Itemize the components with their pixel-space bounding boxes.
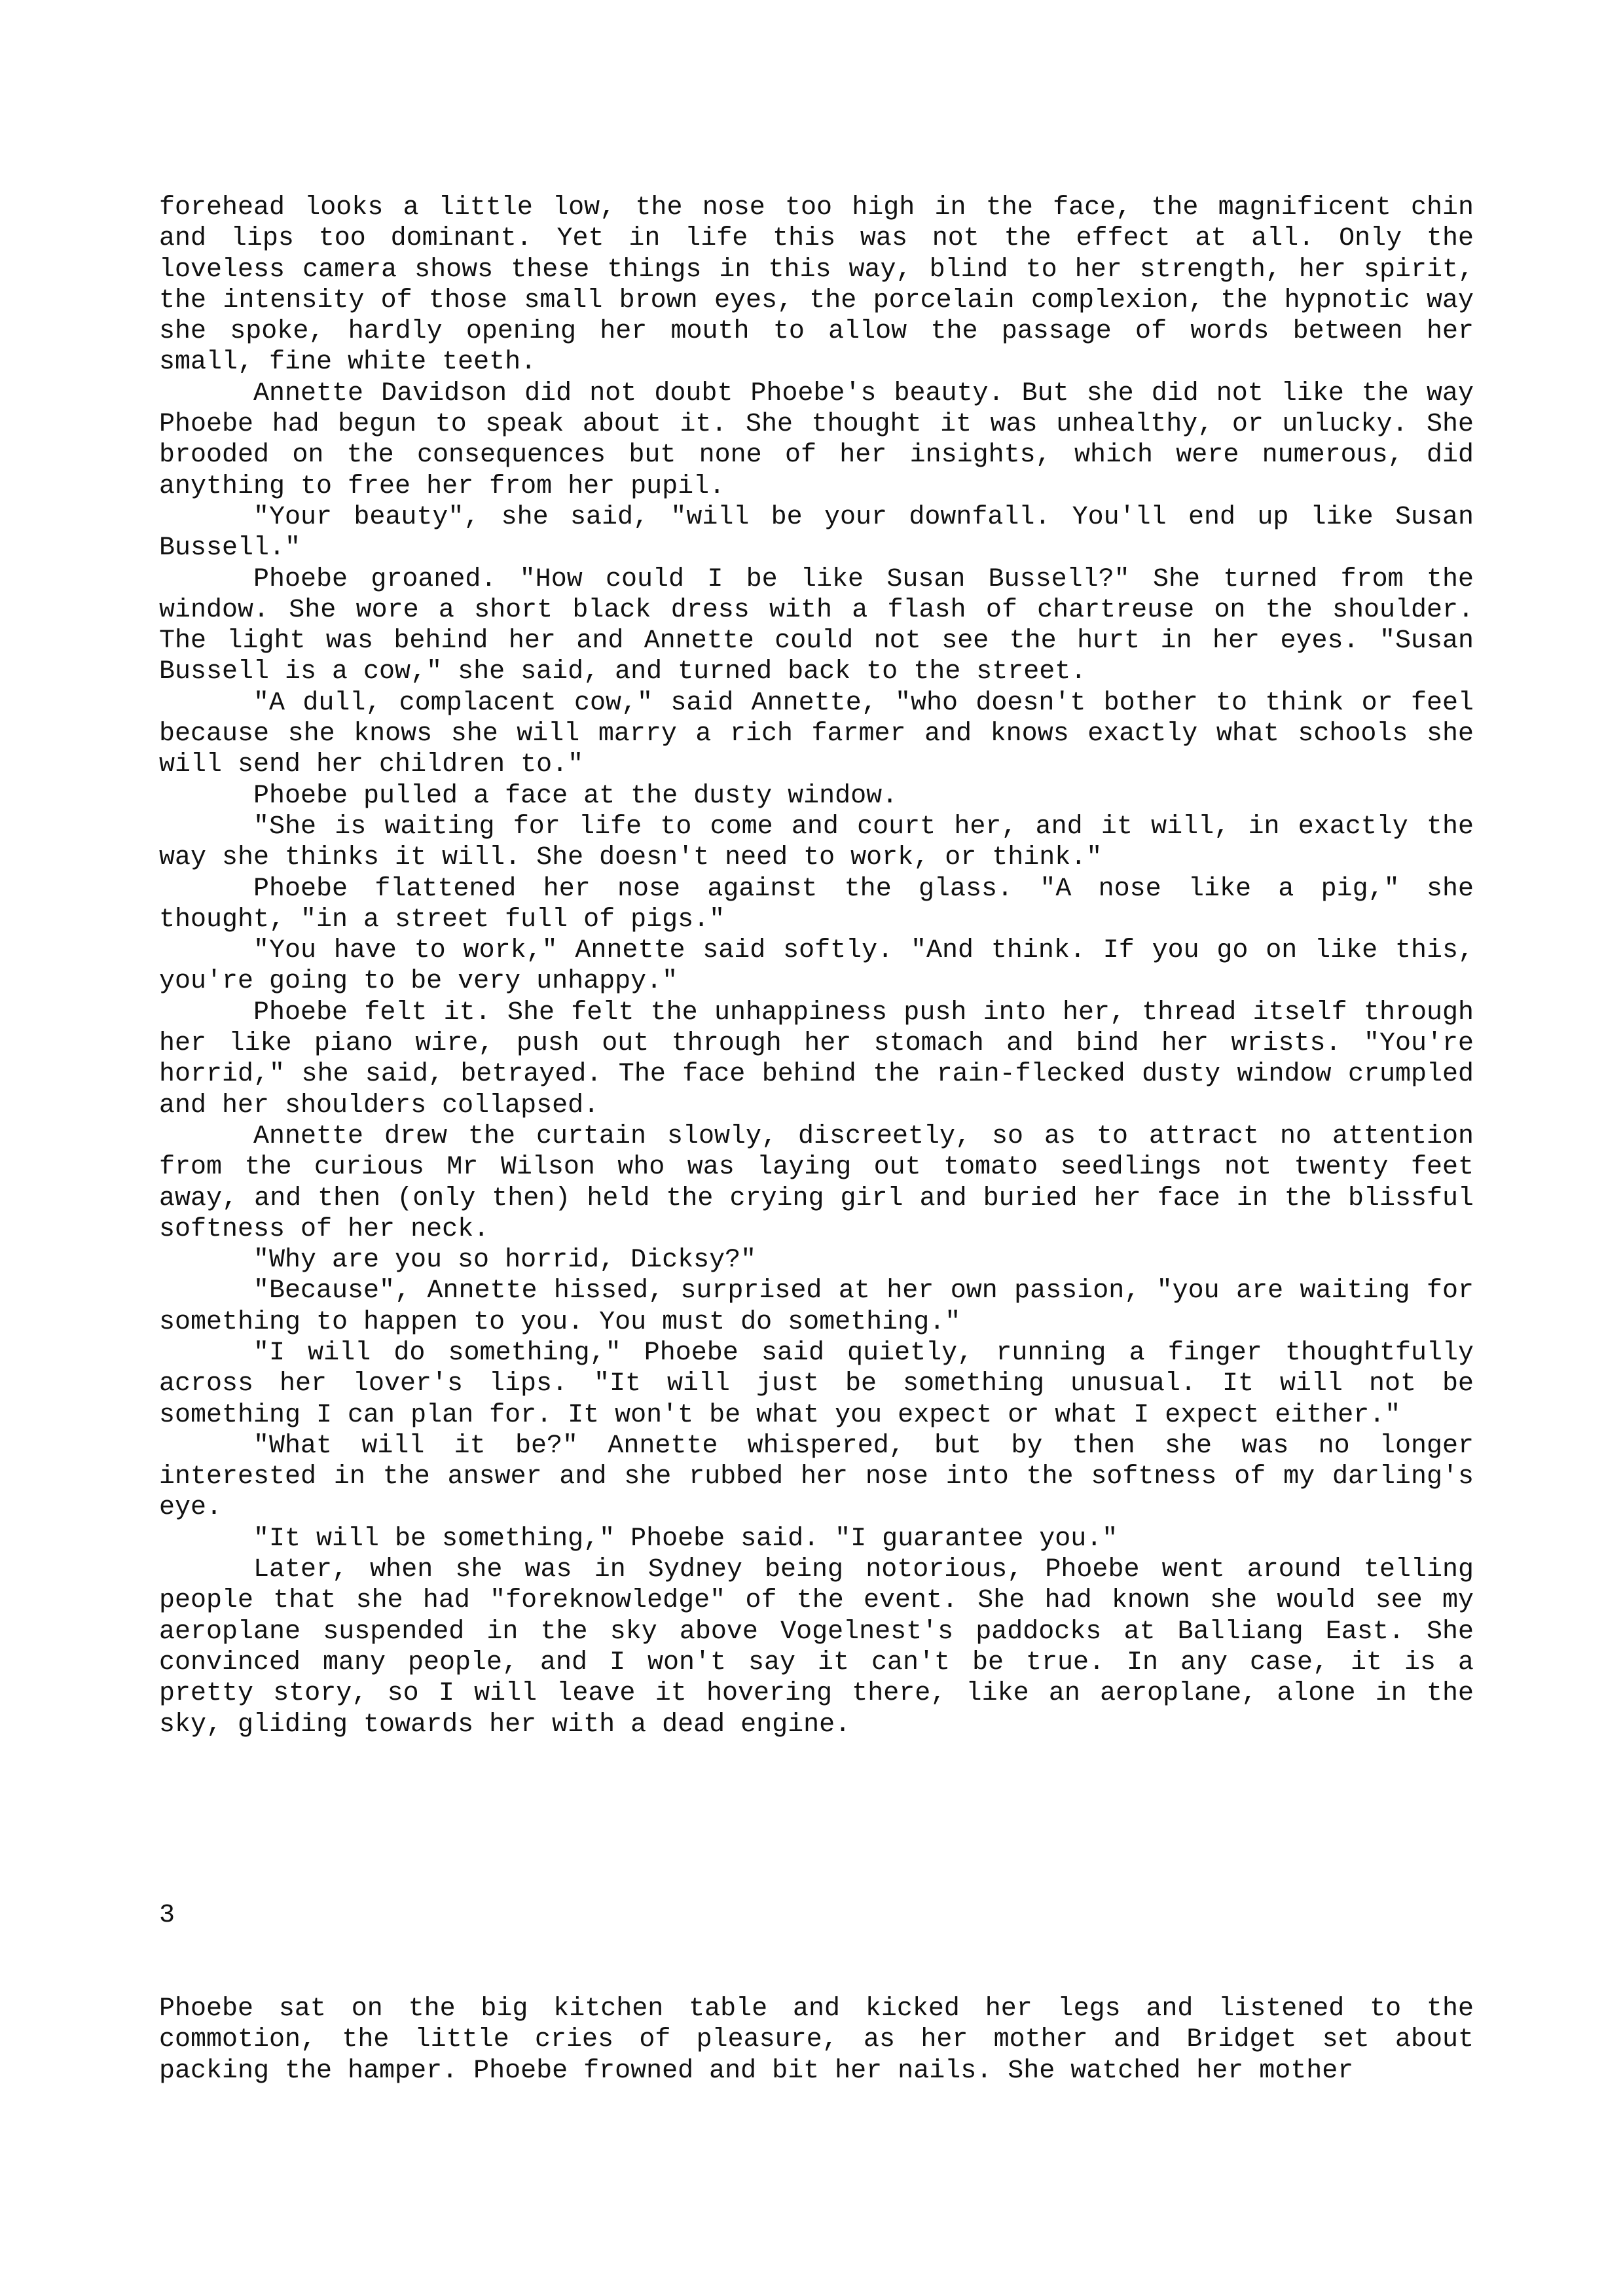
paragraph: Annette drew the curtain slowly, discreetly, so as to attract no attention from the curious Mr Wilson who was laying out tomato seedlings not twenty feet away, and then (only then) held the crying girl and buried her face in the blissful softness of her neck.	[159, 1121, 1474, 1244]
paragraph: "Your beauty", she said, "will be your downfall. You'll end up like Susan Bussell."	[159, 502, 1474, 564]
paragraph: "She is waiting for life to come and court her, and it will, in exactly the way she thinks it will. She doesn't need to work, or think."	[159, 812, 1474, 873]
paragraph: "What will it be?" Annette whispered, but by then she was no longer interested in the answer and she rubbed her nose into the softness of my darling's eye.	[159, 1431, 1474, 1523]
paragraph: Phoebe flattened her nose against the glass. "A nose like a pig," she thought, "in a street full of pigs."	[159, 874, 1474, 935]
paragraph: Phoebe groaned. "How could I be like Susan Bussell?" She turned from the window. She wore a short black dress with a flash of chartreuse on the shoulder. The light was behind her and Annette could not see the hurt in her eyes. "Susan Bussell is a cow," she said, and turned back to the street.	[159, 564, 1474, 687]
paragraph: "A dull, complacent cow," said Annette, "who doesn't bother to think or feel because she knows she will marry a rich farmer and knows exactly what schools she will send her children to."	[159, 688, 1474, 780]
paragraph: Annette Davidson did not doubt Phoebe's beauty. But she did not like the way Phoebe had begun to speak about it. She thought it was unhealthy, or unlucky. She brooded on the consequences but none of her insights, which were numerous, did anything to free her from her pupil.	[159, 378, 1474, 501]
chapter-text-bottom	[159, 1994, 1474, 2087]
chapter-text-top	[159, 192, 1474, 1740]
paragraph: "Because", Annette hissed, surprised at her own passion, "you are waiting for something to happen to you. You must do something."	[159, 1276, 1474, 1337]
paragraph: "I will do something," Phoebe said quietly, running a finger thoughtfully across her lover's lips. "It will just be something unusual. It will not be something I can plan for. It won't be what you expect or what I expect either."	[159, 1338, 1474, 1430]
paragraph: "You have to work," Annette said softly. "And think. If you go on like this, you're going to be very unhappy."	[159, 936, 1474, 997]
chapter-number: 3	[159, 1901, 175, 1930]
paragraph: Phoebe felt it. She felt the unhappiness push into her, thread itself through her like piano wire, push out through her stomach and bind her wrists. "You're horrid," she said, betrayed. The face behind the rain-flecked dusty window crumpled and her shoulders collapsed.	[159, 997, 1474, 1121]
paragraph: Phoebe sat on the big kitchen table and kicked her legs and listened to the commotion, the little cries of pleasure, as her mother and Bridget set about packing the hamper. Phoebe frowned and bit her nails. She watched her mother	[159, 1994, 1474, 2086]
paragraph: Phoebe pulled a face at the dusty window.	[253, 781, 898, 811]
paragraph: Later, when she was in Sydney being notorious, Phoebe went around telling people that she had "foreknowledge" of the event. She had known she would see my aeroplane suspended in the sky above Vogelnest's paddocks at Balliang East. She convinced many people, and I won't say it can't be true. In any case, it is a pretty story, so I will leave it hovering there, like an aeroplane, alone in the sky, gliding towards her with a dead engine.	[159, 1555, 1474, 1740]
paragraph: "It will be something," Phoebe said. "I guarantee you."	[253, 1524, 1118, 1554]
paragraph: forehead looks a little low, the nose too high in the face, the magnificent chin and lips too dominant. Yet in life this was not the effect at all. Only the loveless camera shows these things in this way, blind to her strength, her spirit, the intensity of those small brown eyes, the porcelain complexion, the hypnotic way she spoke, hardly opening her mouth to allow the passage of words between her small, fine white teeth.	[159, 193, 1474, 378]
paragraph: "Why are you so horrid, Dicksy?"	[253, 1246, 757, 1276]
